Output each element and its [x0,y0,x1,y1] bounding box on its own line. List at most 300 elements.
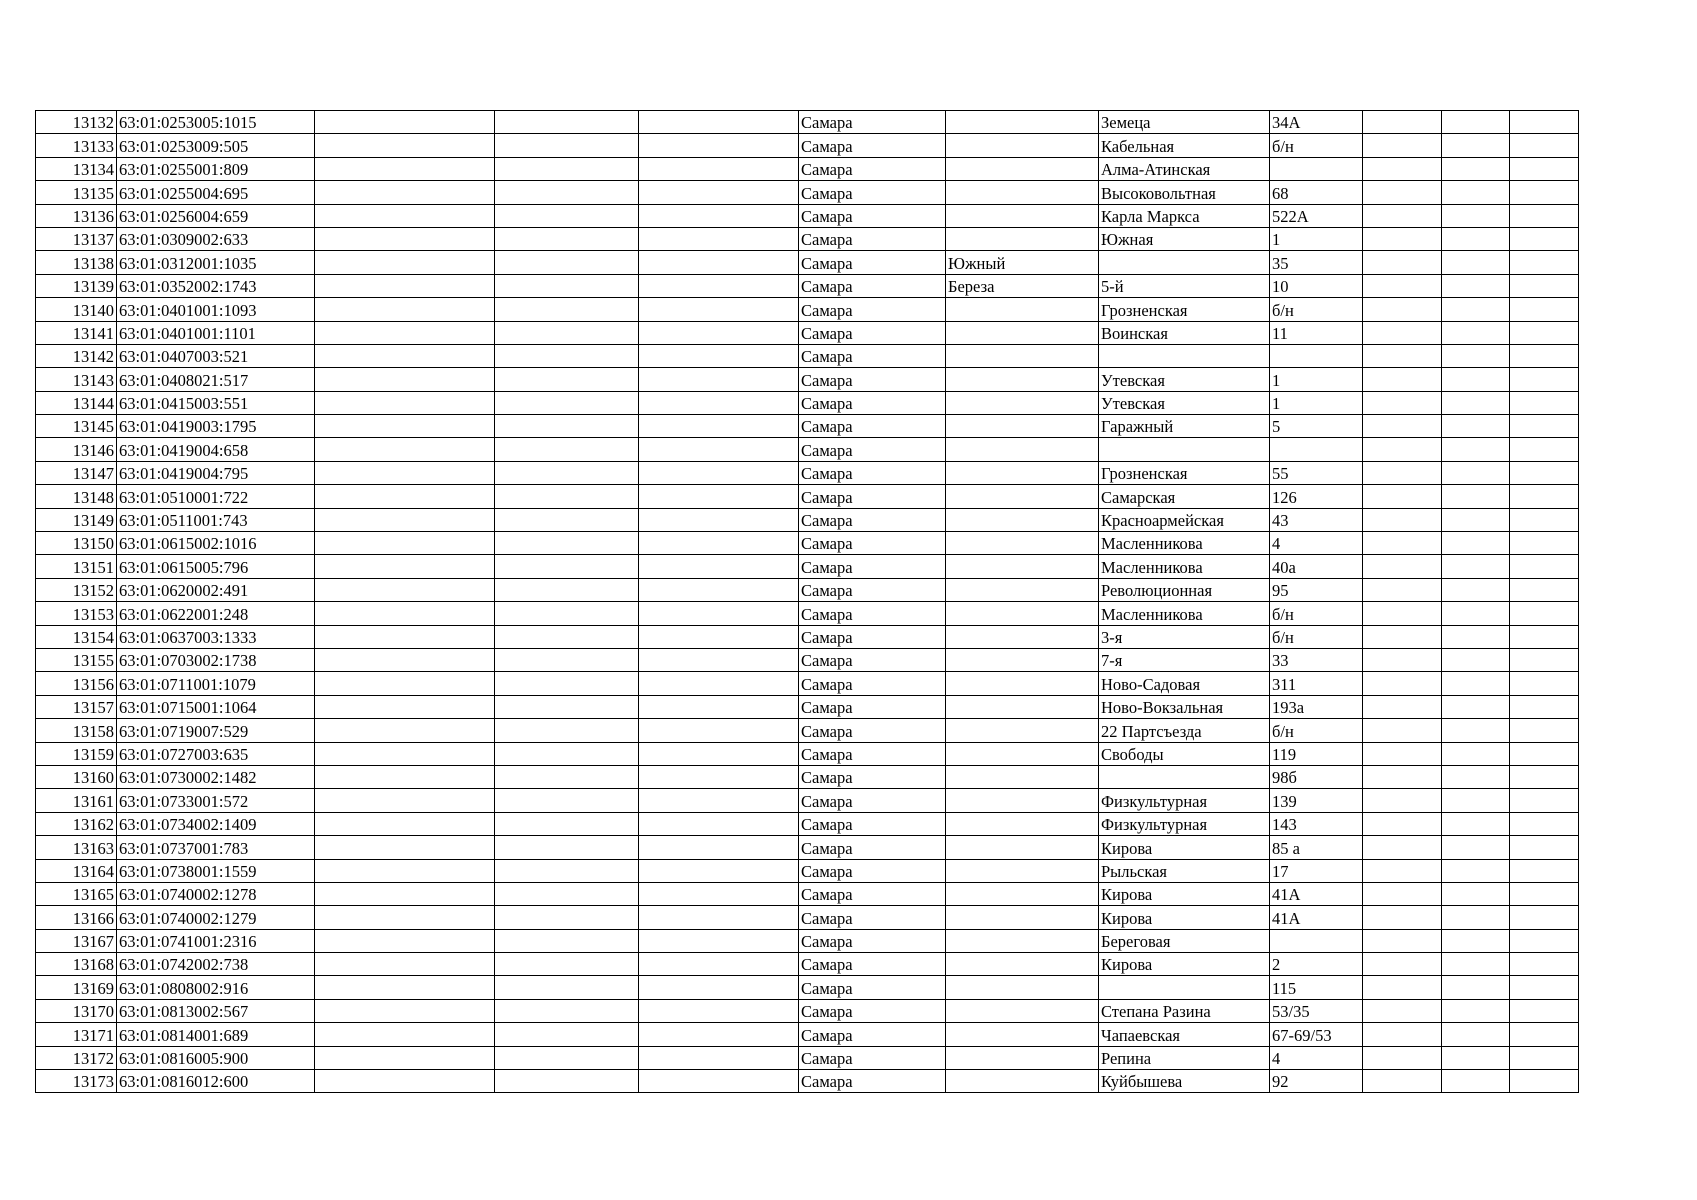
district-cell [946,859,1099,882]
blank-cell-a [315,485,495,508]
blank-cell-e [1442,368,1510,391]
house-cell: 55 [1270,461,1363,484]
street-cell: 3-я [1099,625,1270,648]
row-number-cell: 13155 [36,648,117,671]
cadastral-number-cell: 63:01:0309002:633 [117,227,315,250]
street-cell: 22 Партсъезда [1099,719,1270,742]
blank-cell-e [1442,111,1510,134]
blank-cell-d [1363,555,1442,578]
blank-cell-d [1363,906,1442,929]
blank-cell-f [1510,836,1579,859]
street-cell: Куйбышева [1099,1070,1270,1093]
blank-cell-a [315,836,495,859]
blank-cell-d [1363,719,1442,742]
cadastral-number-cell: 63:01:0401001:1101 [117,321,315,344]
blank-cell-b [495,836,639,859]
blank-cell-e [1442,532,1510,555]
blank-cell-a [315,859,495,882]
street-cell: Самарская [1099,485,1270,508]
blank-cell-a [315,134,495,157]
blank-cell-e [1442,578,1510,601]
blank-cell-d [1363,298,1442,321]
blank-cell-d [1363,1023,1442,1046]
blank-cell-d [1363,111,1442,134]
street-cell: Рыльская [1099,859,1270,882]
table-row [36,321,1579,344]
table-row [36,391,1579,414]
house-cell: б/н [1270,719,1363,742]
blank-cell-f [1510,953,1579,976]
cadastral-number-cell: 63:01:0740002:1278 [117,882,315,905]
house-cell: 522А [1270,204,1363,227]
house-cell: б/н [1270,134,1363,157]
district-cell [946,765,1099,788]
cadastral-number-cell: 63:01:0740002:1279 [117,906,315,929]
blank-cell-d [1363,181,1442,204]
blank-cell-e [1442,789,1510,812]
blank-cell-c [639,274,799,297]
blank-cell-f [1510,648,1579,671]
cadastral-number-cell: 63:01:0256004:659 [117,204,315,227]
blank-cell-c [639,134,799,157]
house-cell: 11 [1270,321,1363,344]
district-cell [946,1023,1099,1046]
blank-cell-c [639,344,799,367]
blank-cell-e [1442,1046,1510,1069]
district-cell [946,111,1099,134]
district-cell [946,461,1099,484]
blank-cell-c [639,578,799,601]
row-number-cell: 13144 [36,391,117,414]
table-row [36,368,1579,391]
district-cell [946,929,1099,952]
blank-cell-b [495,415,639,438]
blank-cell-e [1442,485,1510,508]
cadastral-number-cell: 63:01:0312001:1035 [117,251,315,274]
house-cell [1270,344,1363,367]
city-cell: Самара [799,719,946,742]
blank-cell-d [1363,157,1442,180]
row-number-cell: 13132 [36,111,117,134]
blank-cell-a [315,1023,495,1046]
blank-cell-d [1363,882,1442,905]
blank-cell-a [315,251,495,274]
city-cell: Самара [799,882,946,905]
blank-cell-d [1363,344,1442,367]
blank-cell-c [639,485,799,508]
cadastral-number-cell: 63:01:0637003:1333 [117,625,315,648]
blank-cell-e [1442,438,1510,461]
blank-cell-b [495,1023,639,1046]
blank-cell-f [1510,485,1579,508]
cadastral-number-cell: 63:01:0415003:551 [117,391,315,414]
row-number-cell: 13150 [36,532,117,555]
row-number-cell: 13162 [36,812,117,835]
district-cell: Южный [946,251,1099,274]
blank-cell-c [639,648,799,671]
district-cell [946,648,1099,671]
blank-cell-f [1510,812,1579,835]
blank-cell-b [495,298,639,321]
blank-cell-e [1442,976,1510,999]
row-number-cell: 13140 [36,298,117,321]
blank-cell-b [495,485,639,508]
house-cell: 95 [1270,578,1363,601]
district-cell [946,555,1099,578]
row-number-cell: 13135 [36,181,117,204]
row-number-cell: 13149 [36,508,117,531]
row-number-cell: 13146 [36,438,117,461]
district-cell [946,391,1099,414]
blank-cell-e [1442,415,1510,438]
house-cell: 10 [1270,274,1363,297]
blank-cell-d [1363,1046,1442,1069]
table-row [36,719,1579,742]
blank-cell-a [315,111,495,134]
row-number-cell: 13151 [36,555,117,578]
district-cell [946,438,1099,461]
table-row [36,999,1579,1022]
blank-cell-b [495,648,639,671]
city-cell: Самара [799,461,946,484]
blank-cell-b [495,508,639,531]
blank-cell-f [1510,555,1579,578]
blank-cell-e [1442,227,1510,250]
blank-cell-a [315,298,495,321]
table-row [36,555,1579,578]
blank-cell-b [495,391,639,414]
district-cell [946,344,1099,367]
blank-cell-a [315,578,495,601]
house-cell: 67-69/53 [1270,1023,1363,1046]
table-row [36,485,1579,508]
blank-cell-b [495,859,639,882]
table-row [36,111,1579,134]
row-number-cell: 13166 [36,906,117,929]
city-cell: Самара [799,742,946,765]
cadastral-number-cell: 63:01:0733001:572 [117,789,315,812]
table-row [36,765,1579,788]
blank-cell-e [1442,204,1510,227]
blank-cell-e [1442,134,1510,157]
blank-cell-d [1363,251,1442,274]
house-cell: 98б [1270,765,1363,788]
cadastral-number-cell: 63:01:0813002:567 [117,999,315,1022]
district-cell [946,695,1099,718]
blank-cell-b [495,157,639,180]
street-cell [1099,344,1270,367]
row-number-cell: 13169 [36,976,117,999]
street-cell: Утевская [1099,368,1270,391]
table-row [36,1070,1579,1093]
street-cell: Репина [1099,1046,1270,1069]
district-cell [946,976,1099,999]
table-row [36,602,1579,625]
blank-cell-b [495,438,639,461]
blank-cell-e [1442,602,1510,625]
street-cell: Революционная [1099,578,1270,601]
blank-cell-e [1442,929,1510,952]
street-cell: Свободы [1099,742,1270,765]
blank-cell-f [1510,999,1579,1022]
blank-cell-c [639,298,799,321]
cadastral-number-cell: 63:01:0511001:743 [117,508,315,531]
blank-cell-b [495,227,639,250]
street-cell [1099,765,1270,788]
blank-cell-a [315,648,495,671]
street-cell [1099,251,1270,274]
row-number-cell: 13168 [36,953,117,976]
cadastral-number-cell: 63:01:0814001:689 [117,1023,315,1046]
table-row [36,274,1579,297]
district-cell [946,672,1099,695]
house-cell [1270,438,1363,461]
city-cell: Самара [799,181,946,204]
table-row [36,625,1579,648]
street-cell: Кабельная [1099,134,1270,157]
city-cell: Самара [799,999,946,1022]
row-number-cell: 13156 [36,672,117,695]
table-row [36,461,1579,484]
blank-cell-e [1442,181,1510,204]
city-cell: Самара [799,929,946,952]
blank-cell-a [315,602,495,625]
blank-cell-f [1510,274,1579,297]
cadastral-number-cell: 63:01:0622001:248 [117,602,315,625]
blank-cell-d [1363,765,1442,788]
blank-cell-c [639,461,799,484]
table-row [36,695,1579,718]
blank-cell-b [495,976,639,999]
table-row [36,789,1579,812]
table-row [36,1023,1579,1046]
blank-cell-f [1510,859,1579,882]
blank-cell-b [495,812,639,835]
city-cell: Самара [799,789,946,812]
house-cell: 126 [1270,485,1363,508]
blank-cell-c [639,953,799,976]
street-cell: Воинская [1099,321,1270,344]
street-cell: Алма-Атинская [1099,157,1270,180]
row-number-cell: 13172 [36,1046,117,1069]
city-cell: Самара [799,485,946,508]
table-row [36,859,1579,882]
blank-cell-e [1442,999,1510,1022]
row-number-cell: 13142 [36,344,117,367]
blank-cell-f [1510,111,1579,134]
district-cell [946,157,1099,180]
house-cell: 139 [1270,789,1363,812]
city-cell: Самара [799,906,946,929]
table-row [36,532,1579,555]
blank-cell-b [495,789,639,812]
blank-cell-d [1363,578,1442,601]
district-cell [946,602,1099,625]
blank-cell-b [495,695,639,718]
blank-cell-e [1442,391,1510,414]
blank-cell-c [639,181,799,204]
city-cell: Самара [799,765,946,788]
blank-cell-c [639,555,799,578]
blank-cell-d [1363,742,1442,765]
house-cell: 34А [1270,111,1363,134]
blank-cell-f [1510,251,1579,274]
blank-cell-a [315,508,495,531]
street-cell: Ново-Садовая [1099,672,1270,695]
blank-cell-f [1510,508,1579,531]
blank-cell-e [1442,1023,1510,1046]
table-row [36,134,1579,157]
city-cell: Самара [799,438,946,461]
cadastral-number-cell: 63:01:0419003:1795 [117,415,315,438]
blank-cell-c [639,111,799,134]
blank-cell-a [315,204,495,227]
district-cell [946,625,1099,648]
cadastral-number-cell: 63:01:0615002:1016 [117,532,315,555]
blank-cell-e [1442,251,1510,274]
blank-cell-f [1510,672,1579,695]
blank-cell-f [1510,321,1579,344]
table-row [36,882,1579,905]
row-number-cell: 13138 [36,251,117,274]
cadastral-number-cell: 63:01:0352002:1743 [117,274,315,297]
cadastral-number-cell: 63:01:0737001:783 [117,836,315,859]
row-number-cell: 13148 [36,485,117,508]
district-cell [946,789,1099,812]
blank-cell-b [495,555,639,578]
cadastral-number-cell: 63:01:0711001:1079 [117,672,315,695]
district-cell [946,532,1099,555]
blank-cell-b [495,532,639,555]
blank-cell-c [639,251,799,274]
house-cell: 143 [1270,812,1363,835]
cadastral-number-cell: 63:01:0408021:517 [117,368,315,391]
blank-cell-c [639,812,799,835]
city-cell: Самара [799,368,946,391]
table-row [36,906,1579,929]
district-cell [946,204,1099,227]
cadastral-number-cell: 63:01:0816012:600 [117,1070,315,1093]
blank-cell-a [315,391,495,414]
blank-cell-a [315,438,495,461]
house-cell: 85 а [1270,836,1363,859]
street-cell: 5-й [1099,274,1270,297]
blank-cell-d [1363,602,1442,625]
district-cell [946,227,1099,250]
house-cell: 1 [1270,227,1363,250]
city-cell: Самара [799,1046,946,1069]
street-cell: Масленникова [1099,532,1270,555]
district-cell [946,298,1099,321]
blank-cell-f [1510,461,1579,484]
cadastral-number-cell: 63:01:0816005:900 [117,1046,315,1069]
table-row [36,181,1579,204]
city-cell: Самара [799,695,946,718]
row-number-cell: 13134 [36,157,117,180]
city-cell: Самара [799,508,946,531]
cadastral-number-cell: 63:01:0615005:796 [117,555,315,578]
blank-cell-e [1442,274,1510,297]
district-cell [946,742,1099,765]
blank-cell-c [639,882,799,905]
blank-cell-b [495,953,639,976]
blank-cell-e [1442,953,1510,976]
blank-cell-f [1510,438,1579,461]
blank-cell-c [639,1070,799,1093]
street-cell: Береговая [1099,929,1270,952]
blank-cell-b [495,719,639,742]
house-cell: б/н [1270,298,1363,321]
blank-cell-a [315,344,495,367]
blank-cell-c [639,1046,799,1069]
cadastral-number-cell: 63:01:0734002:1409 [117,812,315,835]
city-cell: Самара [799,836,946,859]
blank-cell-c [639,765,799,788]
blank-cell-f [1510,1070,1579,1093]
city-cell: Самара [799,648,946,671]
street-cell [1099,438,1270,461]
blank-cell-e [1442,859,1510,882]
district-cell [946,508,1099,531]
blank-cell-f [1510,134,1579,157]
blank-cell-a [315,695,495,718]
city-cell: Самара [799,532,946,555]
blank-cell-e [1442,344,1510,367]
district-cell [946,485,1099,508]
blank-cell-d [1363,812,1442,835]
district-cell [946,719,1099,742]
blank-cell-f [1510,578,1579,601]
blank-cell-a [315,672,495,695]
blank-cell-c [639,508,799,531]
blank-cell-a [315,1070,495,1093]
blank-cell-d [1363,438,1442,461]
blank-cell-f [1510,765,1579,788]
blank-cell-d [1363,648,1442,671]
cadastral-number-cell: 63:01:0808002:916 [117,976,315,999]
house-cell: 193а [1270,695,1363,718]
blank-cell-d [1363,672,1442,695]
row-number-cell: 13136 [36,204,117,227]
blank-cell-d [1363,391,1442,414]
blank-cell-e [1442,625,1510,648]
blank-cell-b [495,742,639,765]
street-cell: Южная [1099,227,1270,250]
district-cell [946,812,1099,835]
city-cell: Самара [799,812,946,835]
blank-cell-c [639,625,799,648]
table-row [36,672,1579,695]
street-cell [1099,976,1270,999]
cadastral-number-cell: 63:01:0620002:491 [117,578,315,601]
blank-cell-c [639,157,799,180]
blank-cell-f [1510,742,1579,765]
blank-cell-f [1510,532,1579,555]
blank-cell-d [1363,485,1442,508]
row-number-cell: 13153 [36,602,117,625]
blank-cell-d [1363,999,1442,1022]
blank-cell-f [1510,602,1579,625]
blank-cell-e [1442,812,1510,835]
blank-cell-b [495,461,639,484]
blank-cell-c [639,929,799,952]
blank-cell-f [1510,368,1579,391]
house-cell: 2 [1270,953,1363,976]
district-cell [946,1046,1099,1069]
blank-cell-c [639,976,799,999]
blank-cell-e [1442,695,1510,718]
table-row [36,1046,1579,1069]
